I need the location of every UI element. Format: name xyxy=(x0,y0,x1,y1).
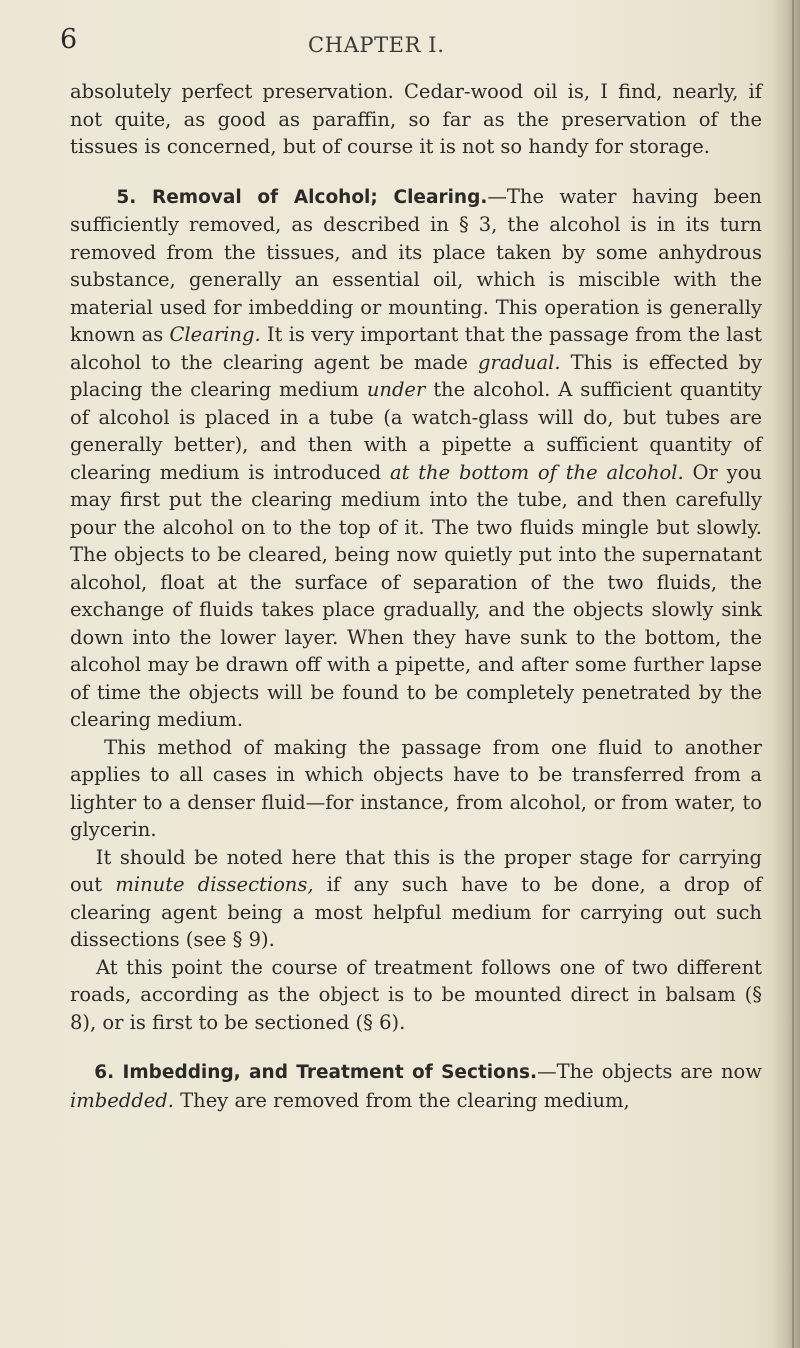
paragraph-method-text: This method of making the passage from one fluid to another applies to all cases in which objects have to be transferred from a lighter to a denser fluid—for instance, from alcohol, or from water, to glycerin. xyxy=(70,735,762,841)
section-5-emphasis-under: under xyxy=(366,378,426,401)
running-head: CHAPTER I. xyxy=(308,33,445,57)
section-5-text-2: It is very important that the passage from the last alcohol to the clearing agent be made xyxy=(70,323,762,374)
section-5-emphasis-bottom: at the bottom of the alcohol. xyxy=(389,460,684,484)
section-5-heading: 5. Removal of Alcohol; Clearing. xyxy=(116,186,488,208)
paragraph-course xyxy=(70,954,762,1037)
section-5-text-3: This is effected by placing the clearing medium xyxy=(70,350,763,401)
paragraph-dissections xyxy=(70,844,762,954)
section-5-text-1: —The water having been sufficiently removed, as described in § 3, the alcohol is in its turn removed from the tissues, and its place taken by some anhydrous substance, generally an essential oil, which is miscible with the material used for imbedding or mounting. This operation is generally known as xyxy=(70,184,762,346)
section-5-emphasis-clearing: Clearing. xyxy=(169,323,261,346)
section-5-paragraph xyxy=(70,183,762,734)
section-5-text-4: the alcohol. A sufficient quantity of alcohol is placed in a tube (a watch-glass will do, but tubes are generally better), and then with a pipette a sufficient quantity of clearing medium is introduced xyxy=(70,378,762,484)
page-edge-line xyxy=(792,0,794,1348)
paragraph-continuation: absolutely perfect preservation. Cedar-wood oil is, I find, nearly, if not quite, as good as paraffin, so far as the preservation of the tissues is concerned, but of course it is not so handy for storage. xyxy=(70,80,762,158)
section-6-text-2: They are removed from the clearing medium, xyxy=(173,1088,630,1112)
section-5-emphasis-gradual: gradual. xyxy=(478,350,561,374)
section-6-heading: 6. Imbedding, and Treatment of Sections. xyxy=(94,1062,538,1083)
section-6-paragraph xyxy=(70,1058,762,1114)
page-number: 6 xyxy=(60,24,78,55)
page-header xyxy=(60,22,760,62)
section-6-text-1: —The objects are now xyxy=(537,1060,762,1083)
section-5-text-5: Or you may first put the clearing medium into the tube, and then carefully pour the alcohol on to the top of it. The two fluids mingle but slowly. The objects to be cleared, being now quietly put into the supernatant alcohol, float at the surface of separation of the two fluids, the exchange of fluids takes place gradually, and the objects slowly sink down into the lower layer. When they have sunk to the bottom, the alcohol may be drawn off with a pipette, and after some further lapse of time the objects will be found to be completely penetrated by the clearing medium. xyxy=(70,460,762,731)
body-text xyxy=(70,78,762,1114)
paragraph-method xyxy=(70,734,762,844)
page-edge-shadow xyxy=(772,0,800,1348)
paragraph-course-text: At this point the course of treatment follows one of two different roads, according as the object is to be mounted direct in balsam (§ 8), or is first to be sectioned (§ 6). xyxy=(70,955,762,1034)
section-6-emphasis-imbedded: imbedded. xyxy=(70,1088,174,1112)
paragraph-dissections-text-1: It should be noted here that this is the proper stage for carrying out xyxy=(70,845,762,896)
paragraph-dissections-emphasis: minute dissections, xyxy=(115,873,314,896)
paragraph-dissections-text-2: if any such have to be done, a drop of clearing agent being a most helpful medium for carrying out such dissections (see § 9). xyxy=(70,873,762,951)
